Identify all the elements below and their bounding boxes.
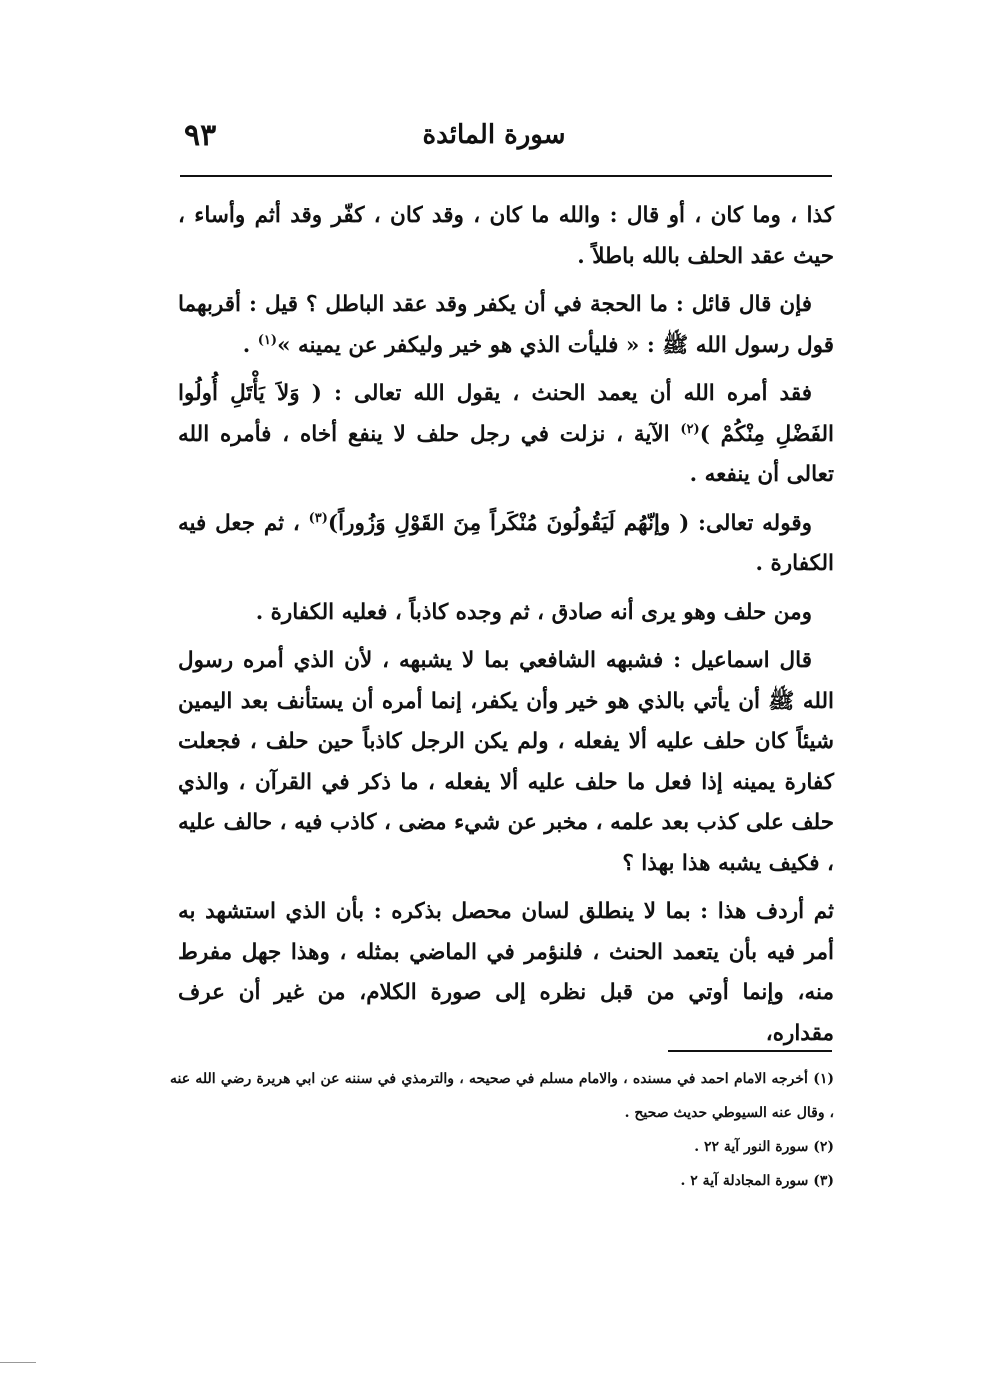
- paragraph-2: [178, 285, 834, 366]
- footnote-1: (١) أخرجه الامام احمد في مسنده ، والامام مسلم في صحيحه ، والترمذي في سننه عن ابي هريرة رضي الله عنه ، وقال عنه السيوطي حديث صحيح .: [170, 1071, 834, 1121]
- paragraph-7: ثم أردف هذا : بما لا ينطلق لسان محصل بذكره : بأن الذي استشهد به أمر فيه بأن يتعمد الحنث ، فلنؤمر في الماضي بمثله ، وهذا جهل مفرط منه، وإنما أوتي من قبل نظره إلى صورة الكلام، من غير أن عرف مقداره،: [178, 899, 834, 1046]
- paragraph-2-text: فإن قال قائل : ما الحجة في أن يكفر وقد عقد الباطل ؟ قيل : أقربهما قول رسول الله ﷺ : « فليأت الذي هو خير وليكفر عن يمينه »: [178, 292, 834, 358]
- footnote-ref-3: (٣): [308, 510, 328, 526]
- paragraph-2-end: .: [242, 332, 258, 358]
- paragraph-1: كذا ، وما كان ، أو قال : والله ما كان ، وقد كان ، كفّر وقد أثم وأساء ، حيث عقد الحلف بالله باطلاً .: [178, 203, 834, 269]
- footnotes: [170, 1062, 834, 1198]
- footnote-ref-2: (٢): [680, 421, 700, 437]
- footnote-2: (٢) سورة النور آية ٢٢ .: [694, 1139, 834, 1155]
- header-rule: [180, 175, 832, 177]
- paragraph-3-text-a: فقد أمره الله أن يعمد الحنث ، يقول الله تعالى : ( وَلاَ يَأْتَلِ أُولُوا الفَضْلِ مِنْكُمْ ): [178, 381, 835, 447]
- main-text: [178, 196, 834, 1062]
- footnote-ref-1: (١): [257, 332, 278, 348]
- page-number: ٩٣: [184, 118, 217, 153]
- footnote-rule: [668, 1050, 832, 1052]
- paragraph-3: [178, 374, 834, 496]
- paragraph-4-text-b: ، ثم جعل فيه الكفارة .: [178, 510, 834, 576]
- running-title: سورة المائدة: [422, 120, 566, 150]
- paragraph-4: [178, 504, 834, 585]
- paragraph-4-text-a: وقوله تعالى: ( وإنّهُم لَيَقُولُونَ مُنْكَراً مِنَ القَوْلِ وَزُوراً): [327, 510, 812, 536]
- scan-edge-mark: [0, 1362, 36, 1363]
- paragraph-6: قال اسماعيل : فشبهه الشافعي بما لا يشبهه ، لأن الذي أمره رسول الله ﷺ أن يأتي بالذي هو خير وأن يكفر، إنما أمره أن يستأنف بعد اليمين شيئاً كان حلف عليه ألا يفعله ، ولم يكن الرجل كاذباً حين حلف ، فجعلت كفارة يمينه إذا فعل ما حلف عليه ألا يفعله ، ما ذكر في القرآن ، والذي حلف على كذب بعد علمه ، مخبر عن شيء مضى ، كاذب فيه ، حالف عليه ، فكيف يشبه هذا بهذا ؟: [178, 648, 834, 876]
- footnote-3: (٣) سورة المجادلة آية ٢ .: [680, 1173, 834, 1189]
- paragraph-5: ومن حلف وهو يرى أنه صادق ، ثم وجده كاذباً ، فعليه الكفارة .: [255, 599, 812, 625]
- paragraph-3-text-b: الآية ، نزلت في رجل حلف لا ينفع أخاه ، فأمره الله تعالى أن ينفعه .: [178, 421, 834, 487]
